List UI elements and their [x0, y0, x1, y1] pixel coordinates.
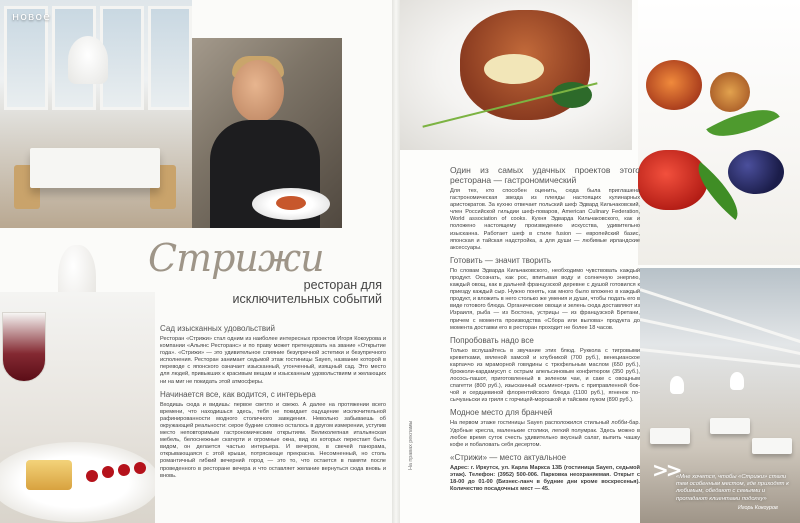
paragraph-brunch: На первом этаже гостиницы Sayen расположился стильный лобби-бар. Удобные кресла, маленькие столики, легкий полумрак. Здесь можно в любое время суток счесть удивительно вкусный салат, выпить чашку кофе и побаловать себя десертом. [450, 420, 640, 448]
restaurant-logo: Стрижи [148, 236, 324, 280]
heading-gastronomic: Один из самых удачных проектов этого ресторана — гастрономический [450, 165, 640, 185]
advertising-label: На правах рекламы [408, 420, 414, 470]
paragraph-chef: Для тех, кто способен оценить, сюда была приглашена гастрономическая звезда из плеяды настоящих кулинарных аристократов. За кухню отвечает польский шеф Эдвард Кильчаковский, член Российской гильдии шеф-поваров, American Culinary Federation, World association of cooks. Кухня Эдварда Кильчаковского, как и положено настоящему произведению искусства, удивительно изысканна. Работает шеф в стиле fusion — европейский базис, японская и тайская надстройка, а для души — любимые ирландские аксессуары. [450, 188, 640, 251]
paragraph-interior: Входишь сюда и видишь: первое светло и свежо. А далее на протяжении всего времени, что находишься здесь, тебя не покидает ощущение исключительной рафинированности модного столичного заведения. Невольно забываешь об окружающей реальности: серое будние словно осталось в другом измерении, уступив место неповторимым гастрономическим открытиям. Великолепная итальянская мебель, белоснежные скатерти и огромные окна, вид из которых перестает быть видом, он делается частью интерьера. И вечером, в свечей панорама, открывающаяся с этой крыши, потрясающе прекрасна. Несомненный, но столь романтичный гибкий вечерний город — это то, что остается в памяти после проведенного в ресторане вечера и что оставляет желание вернуться сюда вновь и вновь. [160, 401, 386, 479]
restaurant-interior-photo [0, 0, 192, 228]
address-info: Адрес: г. Иркутск, ул. Карла Маркса 13Б (гостиница Sayen, седьмой этаж). Телефон: (3952) 500-006. Парковка неохраняемая. Открыт с 18-00 до 01-00 (Бизнес-ланч в будние дни кроме воскресенья). Количество посадочных мест — 45. [450, 464, 640, 493]
octopus-dish-photo [400, 0, 632, 150]
left-page [0, 0, 392, 523]
pull-quote: «Мне хочется, чтобы «Стрижи» стали тем особенным местом, где приходят к любимым, обедают с семьями и пропадают клиентами подолгу» [676, 474, 789, 502]
quote-author: Игорь Кокоуров [738, 505, 778, 511]
chef-photo [192, 38, 342, 228]
left-text-column [160, 320, 386, 483]
paragraph-cooking: По словам Эдварда Кильчаковского, необходимо чувствовать каждый продукт. Осознать, как рос, впитывая воду и солнечную энергию, каждый овощ, как в дальней французской деревне с душой готовился к приезду каждый сыр. Нужно понять, как много было вложено в каждый продукт, и вложить в него столько же умения и души, чтобы подать его в виде готового блюда. Органические овощи и зелень сюда доставляют из Израиля, рыба — из Бостона, устрицы — из французской Бретани, причем с момента производства «Сбора или вылова» продукта до момента доставки его в ресторан проходит не более 18 часов. [450, 267, 640, 331]
right-text-column [450, 165, 640, 496]
page-gutter [392, 0, 400, 523]
paragraph-menu: Только вслушайтесь в звучание этих блюд. Руккола с тигровыми креветками, вяленой хамсой и клубникой (700 руб.), венецианское карпаччо из мраморной говядины с трюфельным маслом (650 руб.), брокколи-кардамусуп с острым апельсиновым конфитюром (350 руб.), лосось-пашот, приготовленный в зеленом чае, и саке с овощным спагетти (800 руб.), изысканный осьминог-гриль с приправленной бок-чой и сердцевиной флорентийского блюда (1100 руб.), ягненок по-сычуаньски из гриля с горчицей-морошкой и тайским луком (890 руб.). [450, 347, 640, 404]
heading-interior: Начинается все, как водится, с интерьера [160, 389, 316, 399]
heading-try-everything: Попробовать надо все [450, 335, 534, 345]
heading-garden: Сад изысканных удовольствий [160, 324, 275, 333]
fruit-dessert-photo [638, 0, 800, 265]
article-subtitle: ресторан для исключительных событий [232, 278, 382, 306]
heading-actual: «Стрижи» — место актуальное [450, 452, 567, 462]
quote-arrows: >> [652, 458, 680, 482]
dessert-photo [0, 292, 155, 523]
paragraph-intro: Ресторан «Стрижи» стал одним из наиболее интересных проектов Игоря Кокоурова и компании «Альянс Ресторанс» и по праву может претендовать на звание «Открытие года». «Стрижи» — это удивительное слияние безупречной эстетики и безупречного исполнения. Ресторан занимает седьмой этаж гостиницы Sayen, название которой в переводе с японского означает изысканный, утонченный, изящный сад. Это место для людей, привыкших к красивым вещам и изысканным удовольствиям и желающих ни на миг не покидать этой атмосферы. [160, 336, 386, 385]
heading-brunch: Модное место для бранчей [450, 408, 553, 418]
heading-cooking: Готовить — значит творить [450, 255, 551, 265]
section-tag: новое [12, 10, 51, 23]
